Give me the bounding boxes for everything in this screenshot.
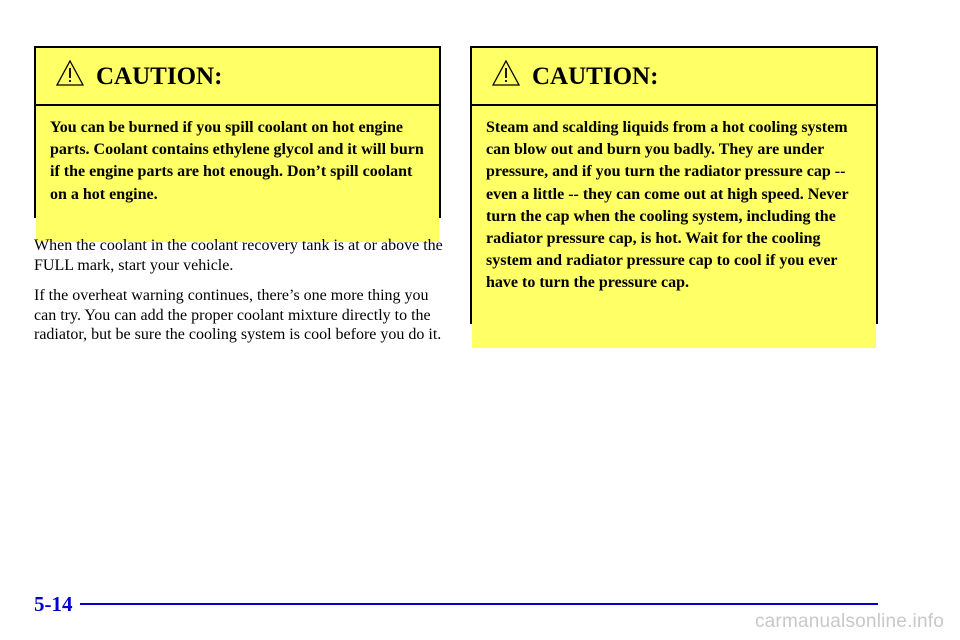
body-paragraph-add-coolant: If the overheat warning continues, there’s one more thing you can try. You can add the proper coolant mixture directly to the radiator, but be sure the cooling system is cool before you do it.: [34, 287, 442, 343]
watermark: carmanualsonline.info: [754, 611, 944, 632]
caution-text: You can be burned if you spill coolant on hot engine parts. Coolant contains ethylene glycol and it will burn if the engine parts are hot enough. Don’t spill coolant on a hot engine.: [36, 106, 439, 242]
caution-header: [472, 48, 876, 106]
caution-text: Steam and scalding liquids from a hot cooling system can blow out and burn you badly. They are under pressure, and if you turn the radiator pressure cap -- even a little -- they can come out at high speed. Never turn the cap when the cooling system, including the radiator pressure cap, is hot. Wait for the cooling system and radiator pressure cap to cool if you ever have to turn the pressure cap.: [472, 106, 876, 348]
caution-box-burn: [34, 46, 441, 218]
caution-header: [36, 48, 439, 106]
caution-title: CAUTION:: [96, 63, 223, 90]
page-number: 5-14: [34, 592, 73, 616]
warning-triangle-icon: [492, 60, 520, 86]
caution-box-steam: [470, 46, 878, 324]
footer-divider: [80, 603, 878, 605]
body-paragraph-start-vehicle: When the coolant in the coolant recovery tank is at or above the FULL mark, start your vehicle.: [34, 237, 443, 274]
warning-triangle-icon: [56, 60, 84, 86]
caution-title: CAUTION:: [532, 63, 659, 90]
